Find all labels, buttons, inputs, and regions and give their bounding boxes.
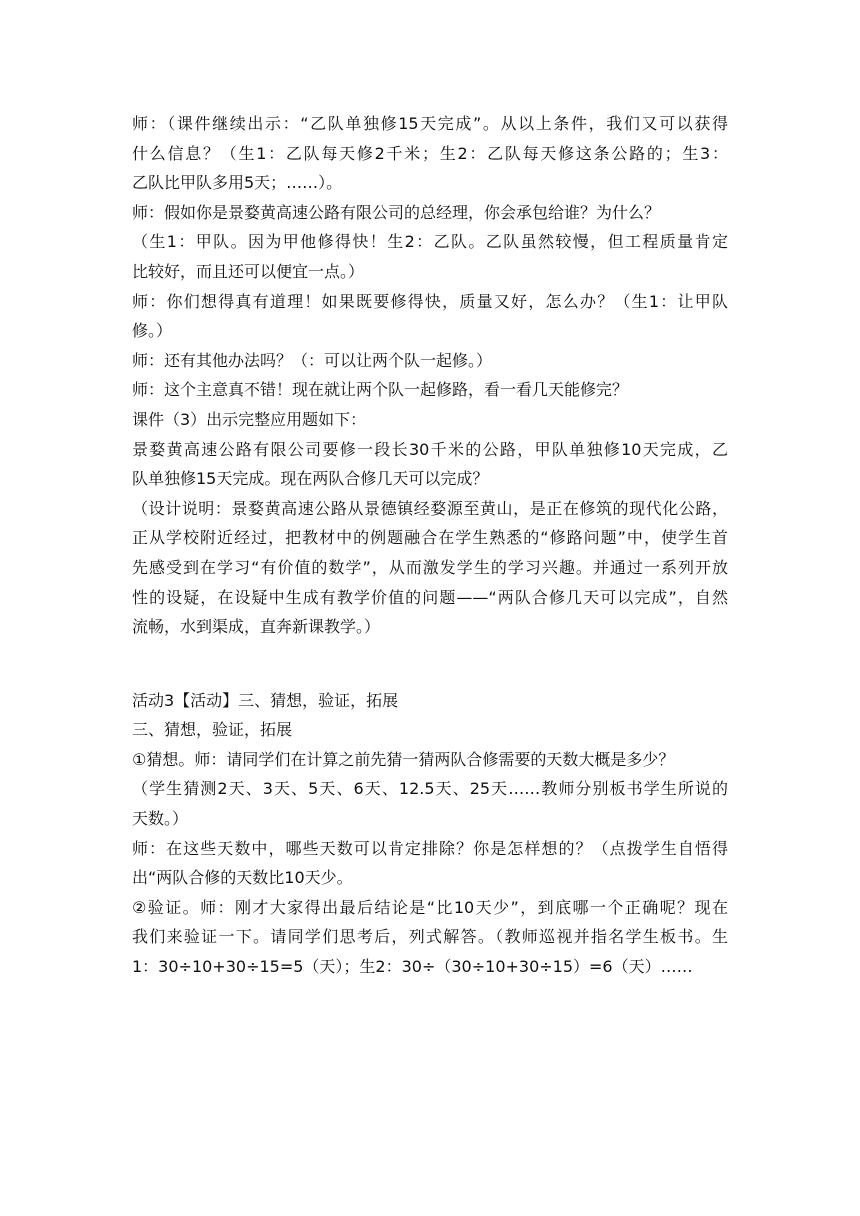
text-line: 性的设疑，在设疑中生成有教学价值的问题——“两队合修几天可以完成”，自然	[132, 587, 728, 607]
text-line: （学生猜测2天、3天、5天、6天、12.5天、25天……教师分别板书学生所说的	[132, 779, 728, 799]
paragraph-spacer	[132, 642, 728, 686]
text-line: 师：你们想得真有道理！如果既要修得快，质量又好，怎么办？（生1：让甲队	[132, 291, 728, 311]
paragraph-design-note	[132, 494, 728, 642]
text-line: 活动3【活动】三、猜想，验证，拓展	[132, 690, 399, 710]
text-line: 师：在这些天数中，哪些天数可以肯定排除？你是怎样想的？（点拨学生自悟得	[132, 838, 728, 858]
section-title	[132, 715, 728, 745]
text-line: ①猜想。师：请同学们在计算之前先猜一猜两队合修需要的天数大概是多少？	[132, 749, 675, 769]
paragraph-teacher-manager	[132, 198, 728, 228]
text-line: 修。）	[132, 321, 173, 341]
document-body	[132, 109, 728, 982]
text-line: 课件（3）出示完整应用题如下：	[132, 409, 367, 429]
text-line: 队单独修15天完成。现在两队合修几天可以完成？	[132, 469, 489, 489]
text-line: 流畅，水到渠成，直奔新课教学。）	[132, 617, 381, 637]
paragraph-word-problem	[132, 435, 728, 494]
text-line: （生1：甲队。因为甲他修得快！生2：乙队。乙队虽然较慢，但工程质量肯定	[132, 232, 728, 252]
text-line: 景婺黄高速公路有限公司要修一段长30千米的公路，甲队单独修10天完成，乙	[132, 439, 728, 459]
text-line: 师：假如你是景婺黄高速公路有限公司的总经理，你会承包给谁？为什么？	[132, 202, 661, 222]
paragraph-teacher-fast-quality	[132, 287, 728, 346]
text-line: 师：还有其他办法吗？（：可以让两个队一起修。）	[132, 350, 493, 370]
text-line: 师：（课件继续出示：“乙队单独修15天完成”。从以上条件，我们又可以获得	[132, 114, 728, 133]
text-line: 天数。）	[132, 809, 189, 829]
paragraph-teacher-exclude	[132, 834, 728, 893]
text-line: （设计说明：景婺黄高速公路从景德镇经婺源至黄山，是正在修筑的现代化公路，	[132, 498, 728, 518]
text-line: 出“两队合修的天数比10天少。	[132, 868, 353, 888]
paragraph-courseware-3	[132, 405, 728, 435]
text-line: 师：这个主意真不错！现在就让两个队一起修路，看一看几天能修完？	[132, 380, 629, 400]
paragraph-teacher-team-b	[132, 109, 728, 198]
paragraph-student-answers	[132, 227, 728, 286]
paragraph-teacher-good-idea	[132, 375, 728, 405]
paragraph-guess	[132, 745, 728, 775]
text-line: 比较好，而且还可以便宜一点。）	[132, 261, 365, 281]
text-line: 1：30÷10+30÷15=5（天）；生2：30÷（30÷10+30÷15）=6（天）……	[132, 957, 693, 977]
text-line: 先感受到在学习“有价值的数学”，从而激发学生的学习兴趣。并通过一系列开放	[132, 557, 728, 577]
text-line: 我们来验证一下。请同学们思考后，列式解答。（教师巡视并指名学生板书。生	[132, 927, 728, 947]
text-line: 乙队比甲队多用5天；……）。	[132, 173, 343, 193]
text-line: 正从学校附近经过，把教材中的例题融合在学生熟悉的“修路问题”中，使学生首	[132, 528, 728, 548]
text-line: 三、猜想，验证，拓展	[132, 720, 293, 740]
text-line: 什么信息？（生1：乙队每天修2千米；生2：乙队每天修这条公路的；生3：	[132, 143, 728, 163]
paragraph-teacher-other-way	[132, 346, 728, 376]
text-line: ②验证。师：刚才大家得出最后结论是“比10天少”，到底哪一个正确呢？现在	[132, 897, 728, 917]
paragraph-student-guesses	[132, 774, 728, 833]
paragraph-verify	[132, 893, 728, 982]
section-heading-activity-3	[132, 686, 728, 716]
